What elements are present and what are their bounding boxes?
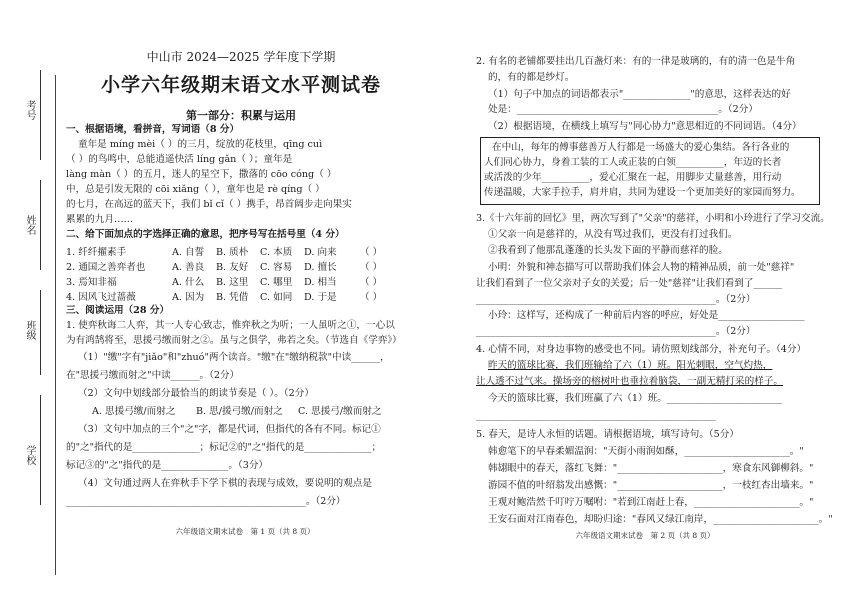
q3-line: __________________________________________________。（2分） (66, 496, 346, 507)
box-line: 人们同心协力，身着工装的工人或正装的白领__________，年迈的长者 (484, 157, 782, 168)
q3-option: B. 思/援弓缴/而射之 (196, 406, 283, 417)
q2-line: （2）根据语境，在横线上填写与"同心协力"意思相近的不同词语。（4分） (488, 121, 802, 132)
q3-line: 在"思援弓缴而射之"中读______。（2分） (66, 370, 240, 381)
q1-line: làng màn（ ）的五月，迷人的星空下，撒落的 cōo cóng（ ） (66, 169, 337, 180)
page-footer: 六年级语文期末试卷 第 1 页（共 8 页） (175, 527, 315, 536)
q3-line: 为有鸿鹄将至，思援弓缴而射之②。虽与之俱学，弗若之矣。（节选自《学弈》） (66, 335, 402, 346)
q1-line: 童年是 míng mèi（ ）的三月，绽放的花枝里，qīng cuì (78, 139, 323, 150)
q3-line: 3.《十六年前的回忆》里，两次写到了"父亲"的慈祥，小明和小玲进行了学习交流。 (476, 213, 830, 224)
q4-line: __________________________________________________ (476, 410, 716, 421)
q2-option: A. 因为 (172, 292, 205, 303)
box-line: 传递温暖，大家手拉手，肩并肩，共同为建设一个更加美好的家园而努力。 (484, 187, 801, 198)
margin-blank-line (40, 180, 41, 270)
q2-option: C. 本质 (260, 247, 293, 258)
q2-line: 处是：__________________________________________。（2分） (488, 104, 758, 115)
q3-line: 标记③的"之"指代的是______________。（3分） (66, 460, 269, 471)
q2-option: D. 于是 (304, 292, 337, 303)
q2-option: B. 友好 (216, 262, 249, 273)
q2-question: 3. 焉知非福 (66, 277, 117, 288)
q2-option: B. 这里 (216, 277, 249, 288)
answer-paren[interactable]: （ ） (360, 262, 383, 273)
part-title: 第一部分：积累与运用 (186, 109, 296, 122)
q1-title: 一、根据语境，看拼音，写词语（8 分） (66, 124, 240, 135)
q2-line: 2. 有名的老铺都要挂出几百盏灯来：有的一律是玻璃的，有的清一色是牛角 (476, 56, 796, 67)
q2-option: D. 相当 (304, 277, 337, 288)
q2-option: D. 擅长 (304, 262, 337, 273)
answer-paren[interactable]: （ ） (360, 277, 383, 288)
exam-page-2 (430, 0, 860, 609)
margin-blank-line (40, 70, 41, 160)
q2-question: 2. 通国之善弈者也 (66, 262, 146, 273)
q5-line: 游园不值的叶绍翁发出感慨："______________________，一枝红杏出墙来。" (488, 480, 814, 491)
q2-option: C. 如同 (260, 292, 293, 303)
q3-option: C. 思援弓/缴而射之 (298, 406, 382, 417)
q2-line: （1）句子中加点的词语都表示"______________"的意思，这样表达的好 (488, 89, 791, 100)
margin-blank-line (40, 290, 41, 375)
q1-line: 累累的九月…… (66, 214, 134, 225)
q4-line: 让人透不过气来。操场旁的榕树叶也垂拉着脑袋，一副无精打采的样子。 (476, 376, 783, 387)
q3-option: A. 思援弓缴/而射之 (92, 406, 176, 417)
page-footer: 六年级语文期末试卷 第 2 页（共 8 页） (575, 531, 715, 540)
q3-line: ②我看到了他那乱蓬蓬的长头发下面的平静而慈祥的脸。 (488, 245, 728, 256)
q3-line: （1）"缴"字有"jiǎo"和"zhuó"两个读音。"缴"在"缴纳税款"中读______， (78, 352, 390, 363)
q3-line: __________________________________________________。（2分） (476, 294, 756, 305)
q3-line: ①父亲一向是慈祥的，从没有骂过我们，更没有打过我们。 (488, 229, 738, 240)
q2-option: C. 哪里 (260, 277, 293, 288)
exam-term-title: 中山市 2024—2025 学年度下学期 (146, 50, 336, 64)
q4-line: 4. 心情不同，对身边事物的感受也不同。请仿照划线部分，补充句子。（4分） (476, 344, 807, 355)
q4-line: 今天的篮球比赛，我们班赢了六（1）班。________________________ (488, 393, 782, 404)
q2-option: A. 什么 (172, 277, 205, 288)
margin-label-name: 姓名 (24, 215, 35, 235)
q1-line: （ ）的鸟鸣中，总能逍遥快活 líng gǎn（ ）；童年是 (66, 154, 293, 165)
margin-label-school: 学校 (24, 445, 35, 465)
q5-line: 5. 春天，是诗人永恒的话题。请根据语境，填写诗句。（5分） (476, 429, 739, 440)
q2-line: 的，有的都是纱灯。 (488, 72, 575, 83)
q5-line: 韩愈笔下的早春柔媚温润："天街小雨润如酥，______________________。" (488, 446, 804, 457)
q2-option: D. 向来 (304, 247, 337, 258)
q2-option: B. 凭借 (216, 292, 249, 303)
q2-option: C. 容易 (260, 262, 293, 273)
q5-line: 王观对鲍浩然千叮咛万嘱咐："若到江南赶上春，______________________。" (488, 497, 814, 508)
q3-line: 小明：外貌和神态描写可以帮助我们体会人物的精神品质，前一处"慈祥" (488, 262, 795, 273)
q5-line: 王安石面对江南春色，却盼归途："春风又绿江南岸，______________________。" (488, 514, 833, 525)
margin-label-class: 班级 (24, 320, 35, 340)
q5-line: 韩翃眼中的春天，落红飞舞："______________________，寒食东风御柳斜。" (488, 463, 814, 474)
q1-line: 的七月，在高远的蓝天下，我们 bǐ cǐ（ ）携手，昂首阔步走向果实 (66, 199, 352, 210)
q3-line: 让我们看到了一位父亲对子女的关爱；后一处"慈祥"让我们看到了______ (476, 278, 783, 289)
q4-line: 昨天的篮球比赛，我们班输给了六（1）班。阳光刺眼，空气灼热， (488, 360, 773, 371)
q3-line: 小玲：这样写，还构成了一种前后内容的呼应，好处是__________________ (488, 310, 805, 321)
q2-option: A. 善良 (172, 262, 205, 273)
answer-paren[interactable]: （ ） (360, 292, 383, 303)
q3-title: 三、阅读运用（28 分） (66, 305, 170, 316)
q3-line: __________________________________________________。（2分） (476, 326, 756, 337)
margin-label-exam-number: 考号 (24, 100, 35, 120)
q2-question: 4. 因风飞过蔷薇 (66, 292, 136, 303)
box-line: 在中山，每年的傅事慈善万人行都是一场盛大的爱心集结。各行各业的 (492, 142, 790, 153)
q3-line: （3）文句中加点的三个"之"字，都是代词，但指代的各有不同。标记① (78, 424, 381, 435)
q3-line: 的"之"指代的是______________；标记②的"之"指代的是______________； (66, 442, 382, 453)
q2-option: B. 质朴 (216, 247, 249, 258)
margin-blank-line (40, 395, 41, 505)
box-line: 或活泼的少年__________，爱心汇聚在一起，用脚步丈量慈善，用行动 (484, 172, 782, 183)
q2-title: 二、给下面加点的字选择正确的意思，把序号写在括号里（4 分） (66, 229, 345, 240)
binding-margin-line (55, 75, 56, 575)
exam-main-title: 小学六年级期末语文水平测试卷 (100, 74, 381, 96)
q3-line: （2）文句中划线部分最恰当的朗读节奏是（ ）。（2分） (78, 388, 314, 399)
answer-paren[interactable]: （ ） (360, 247, 383, 258)
q3-line: 1. 使弈秋诲二人弈，其一人专心致志，惟弈秋之为听；一人虽听之①，一心以 (66, 320, 395, 331)
q2-question: 1. 纤纤擢素手 (66, 247, 127, 258)
q3-line: （4）文句通过两人在弈秋手下学下棋的表现与成效，要说明的观点是 (78, 478, 372, 489)
q2-option: A. 自誓 (172, 247, 205, 258)
q1-line: 中，总是引发无限的 cōi xiǎng（ ），童年也是 rè qíng（ ） (66, 184, 325, 195)
